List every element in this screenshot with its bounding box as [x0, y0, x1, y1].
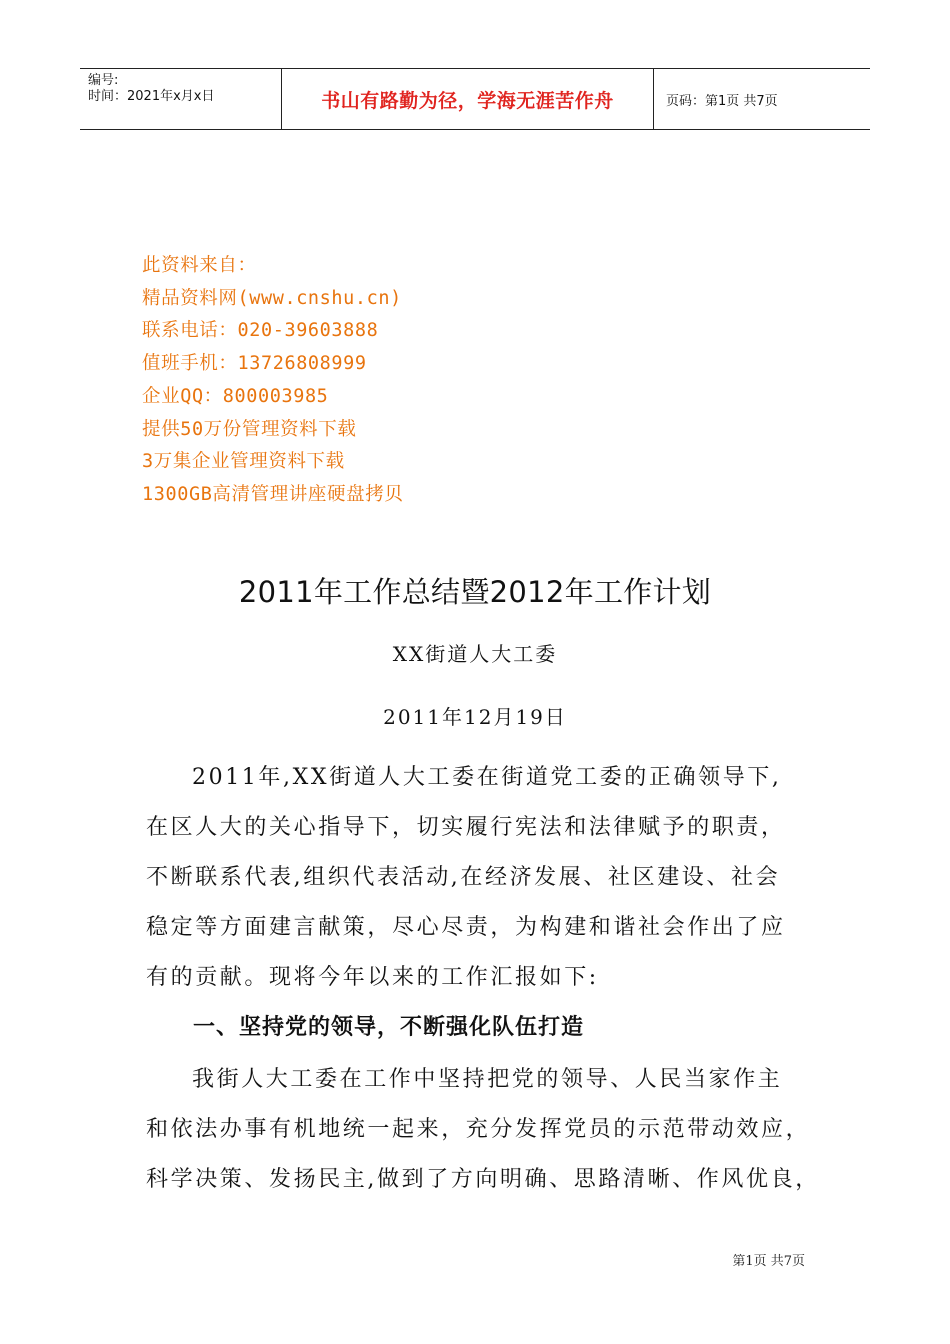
body-paragraph-1 — [146, 753, 818, 1003]
document-date: 2011年12月19日 — [383, 705, 567, 729]
source-line: 3万集企业管理资料下载 — [142, 451, 345, 473]
header-meta — [80, 69, 282, 129]
source-line: 提供50万份管理资料下载 — [142, 418, 357, 440]
source-line: 此资料来自： — [142, 255, 257, 276]
document-title: 2011年工作总结暨2012年工作计划 — [238, 575, 712, 609]
source-line: 企业QQ：800003985 — [142, 385, 329, 407]
page-header — [80, 68, 870, 130]
paragraph-line: 有的贡献。现将今年以来的工作汇报如下: — [146, 965, 599, 990]
paragraph-line: 科学决策、发扬民主,做到了方向明确、思路清晰、作风优良， — [146, 1167, 820, 1192]
header-motto: 书山有路勤为径，学海无涯苦作舟 — [282, 69, 654, 129]
source-line: 值班手机：13726808999 — [142, 353, 367, 375]
source-line: 精品资料网(www.cnshu.cn) — [142, 287, 402, 309]
time-label: 时间：2021年x月x日 — [88, 89, 215, 104]
source-info-block — [142, 250, 403, 512]
document-subtitle: XX街道人大工委 — [392, 642, 558, 666]
body-paragraph-2 — [146, 1055, 818, 1205]
number-label: 编号: — [88, 73, 119, 88]
page-footer: 第1页 共7页 — [732, 1254, 805, 1269]
section-heading-1: 一、坚持党的领导，不断强化队伍打造 — [193, 1015, 585, 1040]
paragraph-line: 在区人大的关心指导下，切实履行宪法和法律赋予的职责， — [146, 815, 786, 840]
paragraph-line: 不断联系代表,组织代表活动,在经济发展、社区建设、社会 — [146, 865, 781, 890]
paragraph-line: 2011年,XX街道人大工委在街道党工委的正确领导下, — [192, 765, 782, 790]
paragraph-line: 和依法办事有机地统一起来，充分发挥党员的示范带动效应， — [146, 1117, 811, 1142]
paragraph-line: 稳定等方面建言献策，尽心尽责，为构建和谐社会作出了应 — [146, 915, 786, 940]
paragraph-line: 我街人大工委在工作中坚持把党的领导、人民当家作主 — [192, 1067, 783, 1092]
header-page-info: 页码：第1页 共7页 — [666, 93, 778, 109]
source-line: 联系电话：020-39603888 — [142, 320, 379, 342]
source-line: 1300GB高清管理讲座硬盘拷贝 — [142, 483, 404, 505]
